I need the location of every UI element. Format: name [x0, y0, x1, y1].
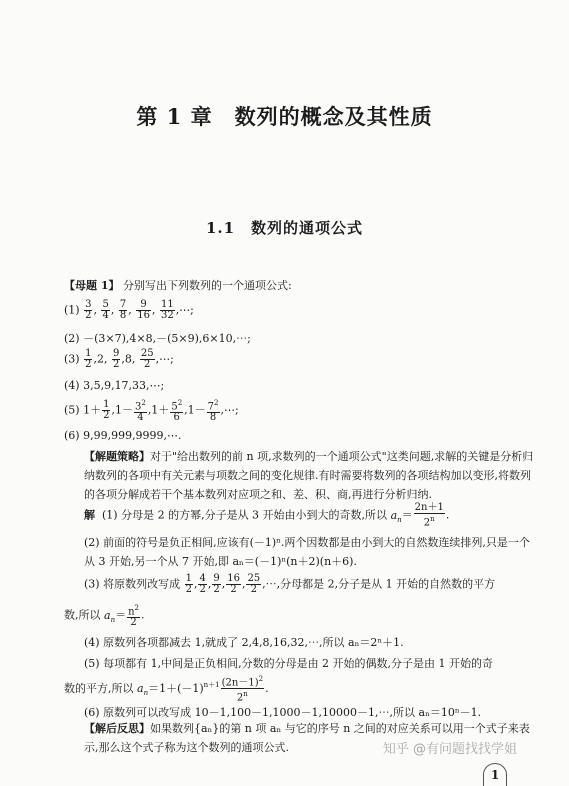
solution-5b: 数的平方,所以 $a_n=1+(-1)^{n+1}$ $\frac{(2n-1)^2}{2^n}$ .	[64, 675, 269, 704]
solution-3a: (3) 将原数列改写成 $\frac{1}{2}$ , $\frac{4}{2}$ , $\frac{9}{2}$ , $\frac{16}{2}$ , $\frac{25}{2}$ ,⋯,分母都是 2,分子是从 1 开始的自然数的平方	[84, 573, 496, 595]
chapter-title: 第 1 章 数列的概念及其性质	[136, 104, 433, 129]
problem-header	[64, 277, 520, 293]
solution-4: (4) 原数列各项都减去 1,就成了 2,4,8,16,32,⋯,所以 aₙ＝2ⁿ＋1.	[84, 636, 404, 649]
page-number: 1	[483, 763, 507, 786]
solution-3a-text: (3) 将原数列改写成	[84, 577, 181, 591]
solution-1-text: (1) 分母是 2 的方幂,分子是从 3 开始由小到大的奇数,所以	[102, 508, 388, 522]
after-tag: 【解后反思】	[84, 722, 150, 735]
solution-3b-text: 分母都是 2,分子是从 1 开始的自然数的平方	[280, 577, 496, 591]
item-label: (1)	[64, 303, 80, 317]
solution-5b-text: 数的平方,所以	[64, 681, 134, 695]
problem-item-2: (2) －(3×7),4×8,－(5×9),6×10,⋯;	[64, 332, 251, 345]
item-label: (3)	[64, 352, 80, 366]
watermark: 知乎 @有问题找找学姐	[382, 742, 517, 757]
problem-item-4: (4) 3,5,9,17,33,⋯;	[64, 379, 165, 392]
solution-3c: 数,所以 $a_n=$ $\frac{n^2}{2}$ .	[64, 604, 145, 629]
problem-item-3: (3) $\frac{1}{2}$ ,2, $\frac{9}{2}$ ,8, $\frac{25}{2}$ ,⋯;	[64, 348, 174, 370]
strategy-paragraph	[64, 447, 540, 504]
problem-item-1: (1) $\frac{3}{2}$ , $\frac{5}{4}$ , $\frac{7}{8}$ , $\frac{9}{16}$ , $\frac{11}{32}$ ,⋯;	[64, 299, 194, 321]
problem-item-5: (5) 1＋ $\frac{1}{2}$ ,1－ $\frac{3^2}{4}$ ,1＋ $\frac{5^2}{6}$ ,1－ $\frac{7^2}{8}$ ,⋯;	[64, 399, 239, 424]
after-text: 如果数列{aₙ}的第 n 项 aₙ 与它的序号 n 之间的对应关系可以用一个式子来表示,那么这个式子称为这个数列的通项公式.	[84, 722, 530, 754]
strategy-text: 对于"给出数列的前 n 项,求数列的一个通项公式"这类问题,求解的关键是分析归纳数列的各项中有关元素与项数之间的变化规律.有时需要将数列的各项结构加以变形,将数列的各项分解成若干个基本数列对应项之和、差、积、商,再进行分析归纳.	[84, 450, 534, 501]
solution-5a: (5) 每项都有 1,中间是正负相间,分数的分母是由 2 开始的偶数,分子是由 1 开始的奇	[84, 657, 494, 670]
solution-6: (6) 原数列可以改写成 10－1,100－1,1000－1,10000－1,⋯,所以 aₙ＝10ⁿ－1.	[84, 706, 482, 719]
solution-tag: 解	[84, 508, 95, 522]
problem-item-6: (6) 9,99,999,9999,⋯.	[64, 429, 182, 442]
problem-prompt: 分别写出下列数列的一个通项公式:	[122, 279, 292, 292]
section-title: 1.1 数列的通项公式	[205, 219, 364, 237]
problem-tag: 【母题 1】	[64, 279, 120, 292]
solution-1: 解 (1) 分母是 2 的方幂,分子是从 3 开始由小到大的奇数,所以 $a_n=$ $\frac{2n+1}{2^n}$ .	[84, 502, 450, 529]
solution-3c-text: 数,所以	[64, 608, 101, 622]
strategy-tag: 【解题策略】	[84, 450, 150, 463]
item-label: (5)	[64, 403, 80, 417]
solution-2: (2) 前面的符号是负正相间,应该有(－1)ⁿ.两个因数都是由小到大的自然数连续排列,只是一个从 3 开始,另一个从 7 开始,即 aₙ＝(－1)ⁿ(n＋2)(n＋6).	[84, 536, 530, 568]
